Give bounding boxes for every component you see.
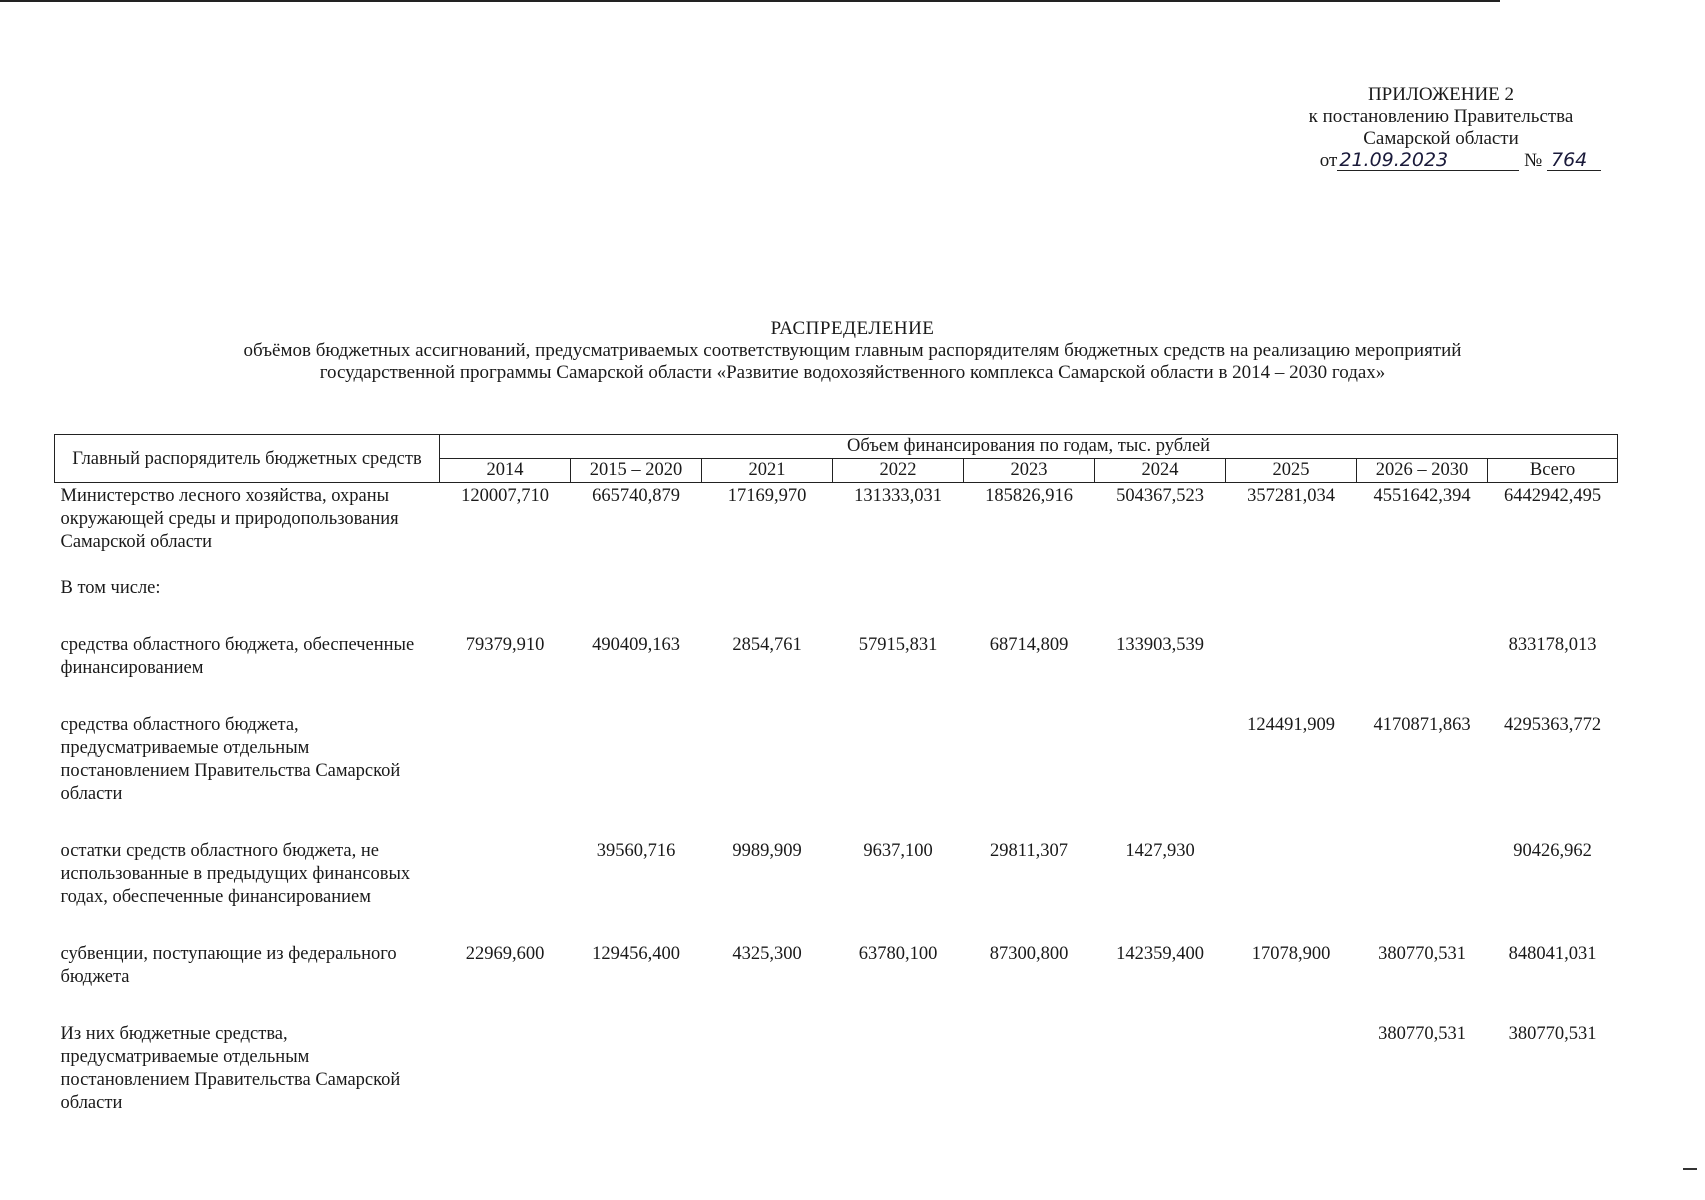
header-year: 2023 [964,459,1095,483]
table-row [55,1023,1618,1115]
row-name: остатки средств областного бюджета, не использованные в предыдущих финансовых годах, обеспеченные финансированием [60,841,411,907]
row-value: 120007,710 [461,486,549,506]
row-name: средства областного бюджета, обеспеченные финансированием [60,635,415,678]
row-value: 380770,531 [1378,1024,1466,1044]
row-value [440,1023,571,1115]
table-row [55,483,1618,555]
row-value [1095,577,1226,600]
row-value [571,577,702,600]
row-name: Министерство лесного хозяйства, охраны окружающей среды и природопользования Самарской области [60,486,399,552]
document-title: РАСПРЕДЕЛЕНИЕ [770,318,935,339]
row-value [833,1023,964,1115]
row-value: 4551642,394 [1373,486,1471,506]
row-value: 2854,761 [732,635,802,655]
table-row [55,634,1618,680]
header-year: 2021 [702,459,833,483]
row-name: средства областного бюджета, предусматриваемые отдельным постановлением Правительства Самарской области [60,715,401,804]
row-name: В том числе: [60,578,161,598]
document-heading [0,318,1705,384]
row-value: 133903,539 [1116,635,1204,655]
scan-edge-mark [1683,1168,1697,1170]
handwritten-number: 764 [1547,150,1601,171]
row-name: Из них бюджетные средства, предусматриваемые отдельным постановлением Правительства Самарской области [60,1024,401,1113]
appendix-date-row [1281,150,1601,172]
row-value [1357,577,1488,600]
header-year: 2025 [1226,459,1357,483]
row-value [702,577,833,600]
row-value [1357,634,1488,680]
row-spacer [55,554,1618,577]
row-value [440,577,571,600]
header-year: 2026 – 2030 [1357,459,1488,483]
row-value: 63780,100 [858,944,938,964]
row-value: 504367,523 [1116,486,1204,506]
row-value [702,714,833,806]
row-value: 39560,716 [596,841,676,861]
appendix-line-1: к постановлению Правительства [1308,106,1574,127]
row-value: 9637,100 [863,841,933,861]
appendix-label: ПРИЛОЖЕНИЕ 2 [1367,84,1515,105]
scan-top-border [0,0,1500,2]
row-spacer [55,600,1618,634]
row-total: 833178,013 [1508,635,1597,655]
row-value [1095,714,1226,806]
row-value: 185826,916 [985,486,1073,506]
row-value: 17169,970 [727,486,807,506]
number-prefix: № [1524,150,1543,171]
row-spacer [55,806,1618,840]
row-value [1226,634,1357,680]
row-spacer [55,680,1618,714]
row-value [440,714,571,806]
row-value [1095,1023,1226,1115]
row-value [571,714,702,806]
row-value [1226,1023,1357,1115]
row-value: 17078,900 [1251,944,1331,964]
row-total: 380770,531 [1508,1024,1597,1044]
row-value [1357,840,1488,909]
date-prefix: от [1319,150,1338,171]
row-value: 665740,879 [592,486,680,506]
row-value [964,1023,1095,1115]
header-year: 2022 [833,459,964,483]
row-value [964,577,1095,600]
row-value: 380770,531 [1378,944,1466,964]
table-row [55,577,1618,600]
row-value: 4170871,863 [1373,715,1471,735]
row-value: 68714,809 [989,635,1069,655]
appendix-block [1281,84,1601,172]
document-subtitle-line-1: объёмов бюджетных ассигнований, предусматриваемых соответствующим главным распорядителям бюджетных средств на реализацию мероприятий [243,340,1462,361]
row-value: 124491,909 [1247,715,1335,735]
row-value: 22969,600 [465,944,545,964]
appendix-line-2: Самарской области [1363,128,1519,149]
header-year: 2015 – 2020 [571,459,702,483]
row-value [833,577,964,600]
header-year: 2014 [440,459,571,483]
header-total: Всего [1488,459,1618,483]
row-value [833,714,964,806]
row-value [964,714,1095,806]
row-spacer [55,909,1618,943]
row-value: 129456,400 [592,944,680,964]
row-value [571,1023,702,1115]
row-spacer [55,989,1618,1023]
row-value: 357281,034 [1247,486,1335,506]
table-row [55,943,1618,989]
table-row [55,840,1618,909]
document-subtitle-line-2: государственной программы Самарской области «Развитие водохозяйственного комплекса Самарской области в 2014 – 2030 годах» [319,362,1386,383]
header-budget-manager: Главный распорядитель бюджетных средств [55,435,440,483]
row-value [1226,577,1357,600]
row-total: 6442942,495 [1504,486,1602,506]
row-value: 1427,930 [1125,841,1195,861]
row-value: 4325,300 [732,944,802,964]
row-name: субвенции, поступающие из федерального бюджета [60,944,397,987]
header-financing-volume: Объем финансирования по годам, тыс. рублей [440,435,1618,459]
row-total: 90426,962 [1513,841,1592,861]
row-value: 490409,163 [592,635,680,655]
row-value: 9989,909 [732,841,802,861]
row-total: 848041,031 [1508,944,1597,964]
row-value: 131333,031 [854,486,942,506]
row-value [1226,840,1357,909]
row-value: 29811,307 [990,841,1068,861]
row-value: 57915,831 [858,635,938,655]
handwritten-date: 21.09.2023 [1337,150,1519,171]
row-total [1488,577,1618,600]
row-value: 142359,400 [1116,944,1204,964]
row-total: 4295363,772 [1504,715,1602,735]
row-value [702,1023,833,1115]
row-value [440,840,571,909]
header-year: 2024 [1095,459,1226,483]
table-row [55,714,1618,806]
financing-table [54,434,1618,1115]
row-value: 79379,910 [465,635,545,655]
row-value: 87300,800 [989,944,1069,964]
